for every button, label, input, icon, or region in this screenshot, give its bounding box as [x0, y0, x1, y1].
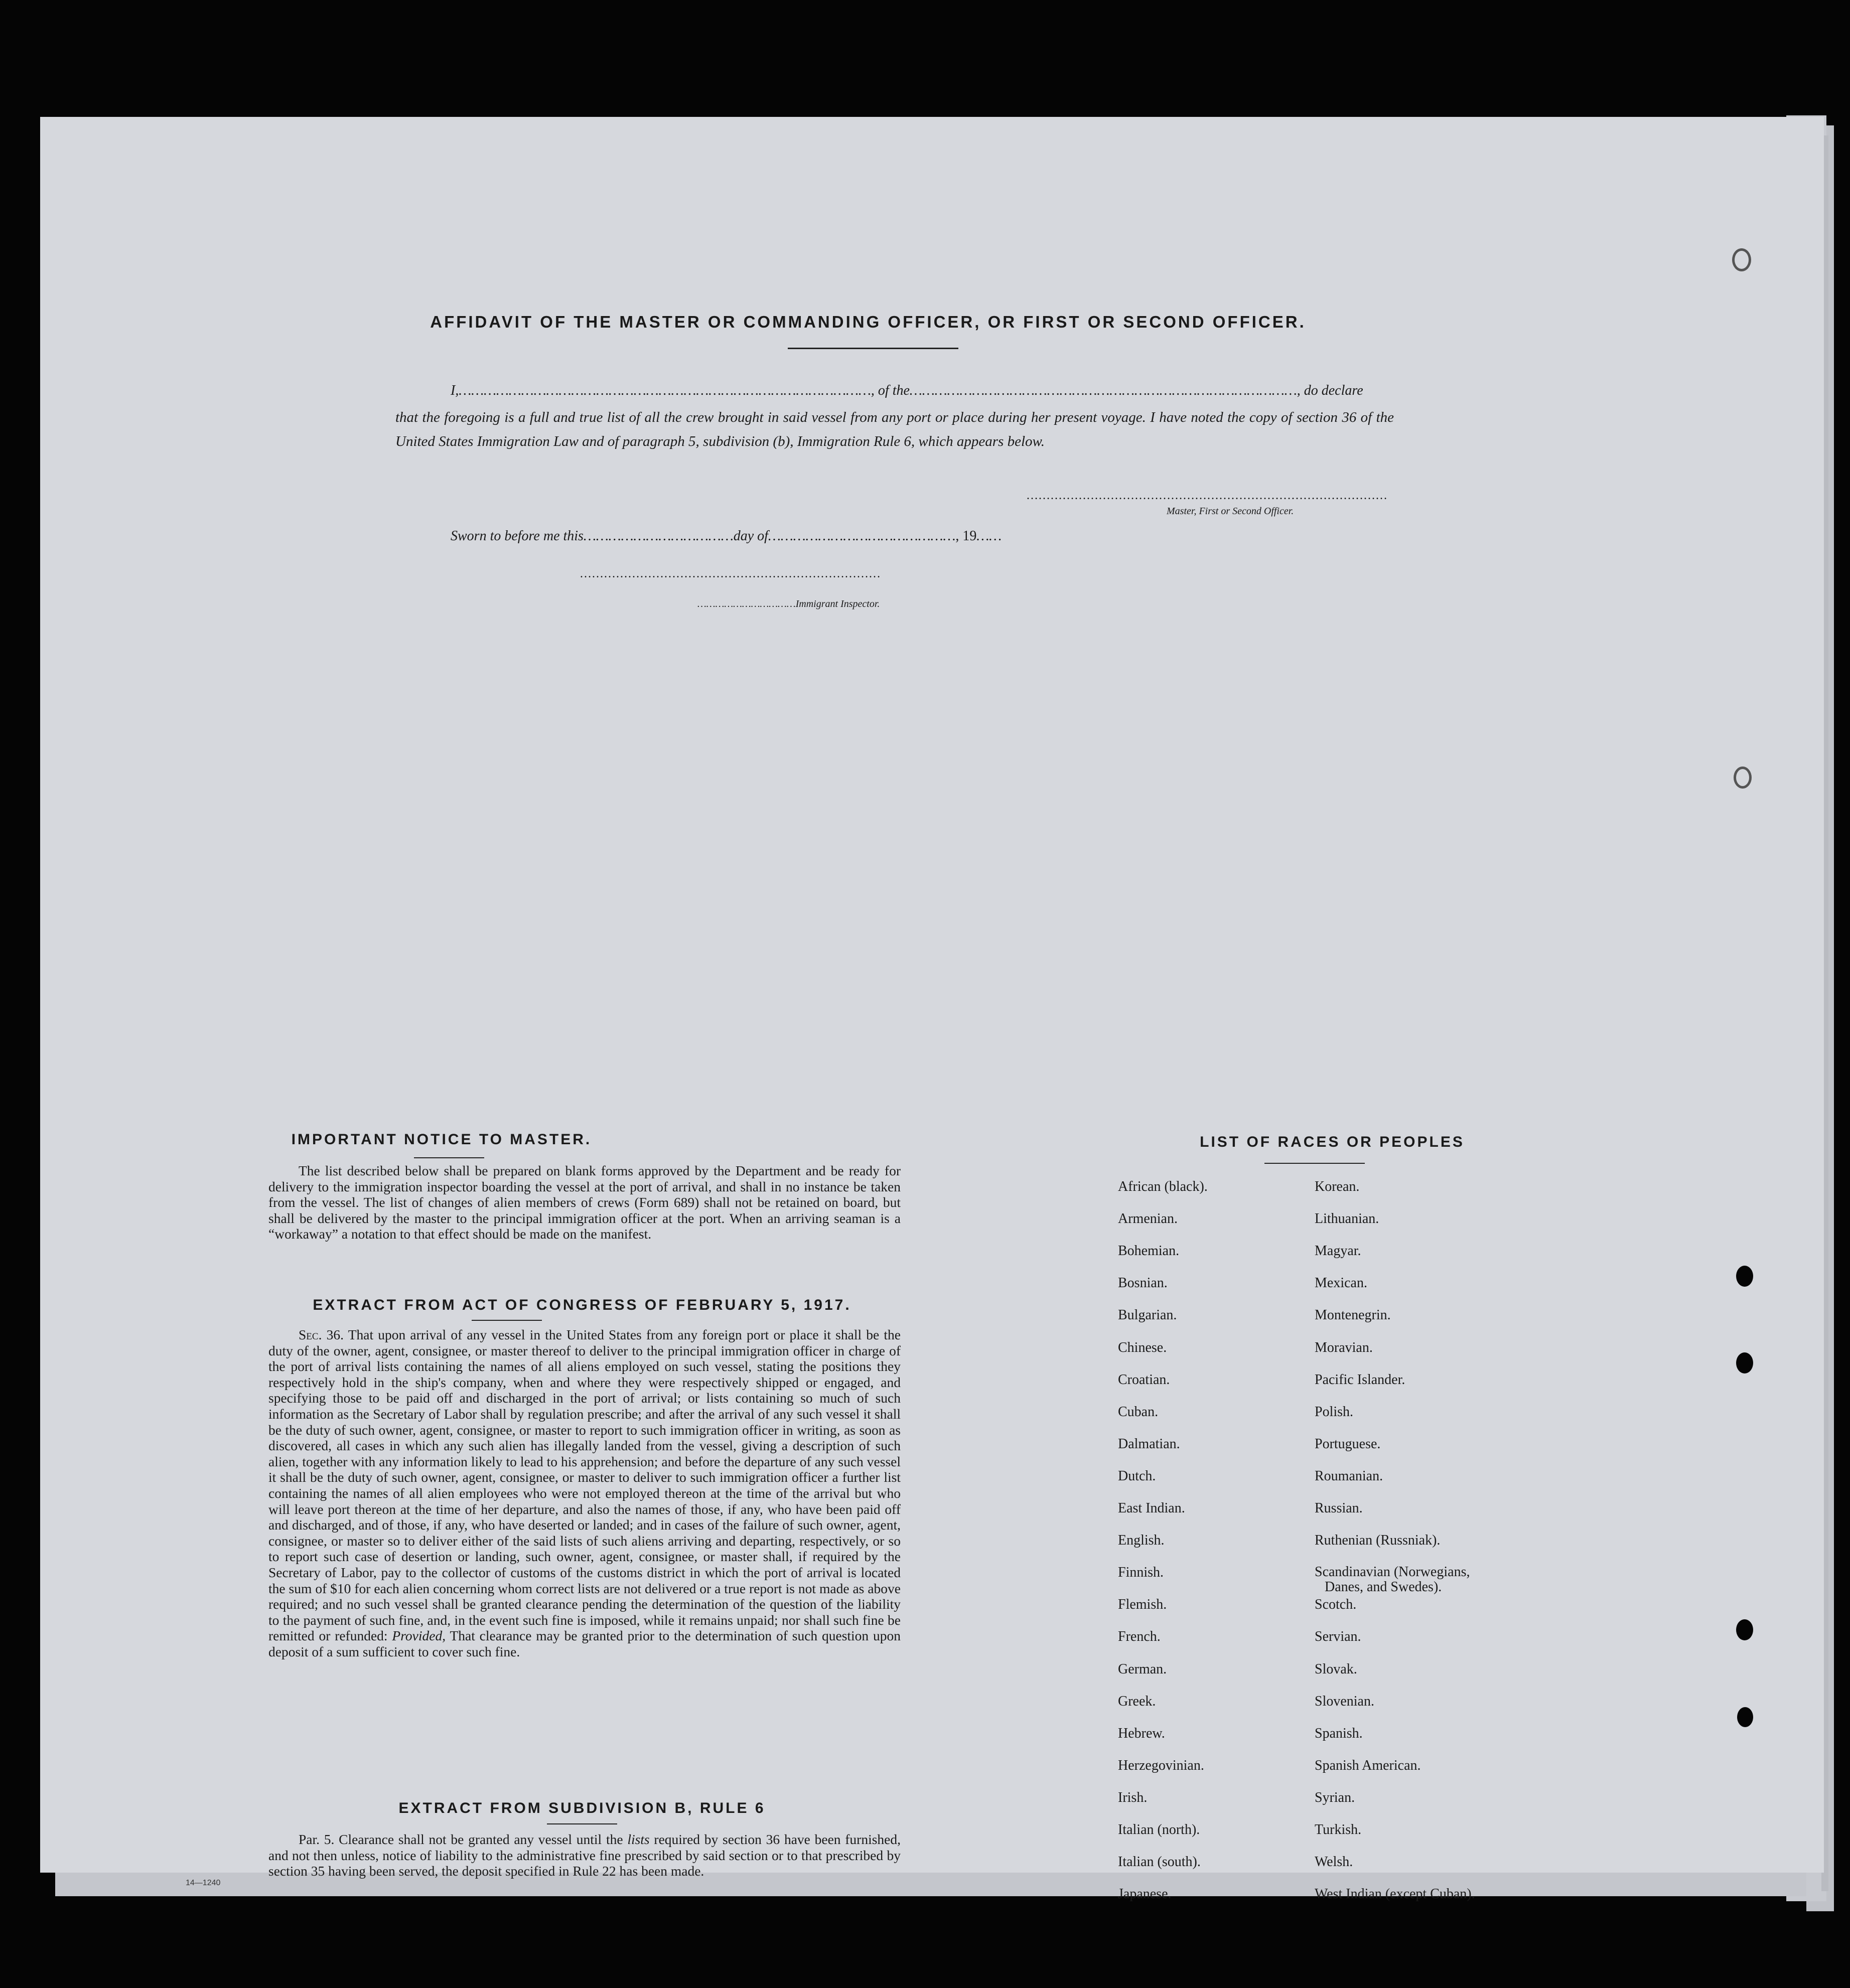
- punch-hole: [1737, 1707, 1753, 1727]
- race-entry: Bulgarian.: [1118, 1307, 1177, 1323]
- race-entry: Korean.: [1315, 1179, 1360, 1194]
- race-entry: German.: [1118, 1661, 1167, 1677]
- form-number: 14—1240: [186, 1879, 221, 1887]
- affidavit-i: I,: [451, 383, 459, 398]
- year-text: , 19: [955, 528, 977, 544]
- race-entry: Spanish.: [1315, 1725, 1363, 1741]
- race-entry: Lithuanian.: [1315, 1211, 1379, 1227]
- race-entry: Magyar.: [1315, 1243, 1361, 1259]
- section-text-b: That clearance may be granted prior to the determination of such question upon deposit of a sum sufficient to cover such fine.: [268, 1628, 901, 1659]
- affidavit-line1: [451, 383, 1363, 399]
- race-entry: Portuguese.: [1315, 1436, 1381, 1452]
- signature-line[interactable]: ………………………………………………………………………………: [1026, 489, 1387, 502]
- name-blank[interactable]: ………………………………………………………………………………………: [459, 383, 871, 398]
- provided-word: Provided,: [392, 1628, 446, 1644]
- punch-hole: [1736, 1619, 1753, 1640]
- rule-rule: [547, 1823, 617, 1824]
- binder-ring-hole: [1732, 248, 1751, 271]
- affidavit-title: AFFIDAVIT OF THE MASTER OR COMMANDING OFFICER, OR FIRST OR SECOND OFFICER.: [430, 313, 1306, 331]
- year-blank[interactable]: ……: [976, 528, 1002, 544]
- punch-hole: [1736, 1352, 1753, 1373]
- race-entry: Chinese.: [1118, 1339, 1167, 1355]
- races-heading: LIST OF RACES OR PEOPLES: [1200, 1134, 1465, 1150]
- form-sheet: [40, 117, 1824, 1902]
- race-entry: Cuban.: [1118, 1404, 1159, 1420]
- vessel-blank[interactable]: …………………………………………………………………………………: [909, 383, 1297, 398]
- race-entry: English.: [1118, 1533, 1165, 1549]
- rule-text-b: required by section 36 have been furnished, and not then unless, notice of liability to the administrative fine prescribed by said section or to that prescribed by section 35 having been served, the deposit specified in Rule 22 has been made.: [268, 1831, 901, 1879]
- inspector-line: [697, 598, 880, 610]
- section-text-a: That upon arrival of any vessel in the United States from any foreign port or place it shall be the duty of the owner, agent, consignee, or master thereof to deliver to the principal immigration officer in charge of the port of arrival lists containing the names of all aliens employed on such vessel, stating the positions they respectively hold in the ship's company, when and where they were respectively shipped or engaged, and specifying those to be paid off and discharged in the port of arrival; or lists containing so much of such information as the Secretary of Labor shall by regulation prescribe; and after the arrival of any such vessel it shall be the duty of such owner, agent, consignee, or master to report to such immigration officer in writing, as soon as discovered, all cases in which any such alien has illegally landed from the vessel, giving a description of such alien, together with any information likely to lead to his apprehension; and before the departure of any such vessel it shall be the duty of such owner, agent, consignee, or master to deliver to such immigration officer a further list containing the names of all alien employees who were not employed thereon at the time of the arrival but who will leave port thereon at the time of her departure, and also the names of those, if any, who have been paid off and discharged, and of those, if any, who have deserted or landed; and in cases of the failure of such owner, agent, consignee, or master so to deliver either of the said lists of such aliens arriving and departing, respectively, or so to report such case of desertion or landing, such owner, agent, consignee, or master shall, if required by the Secretary of Labor, pay to the collector of customs of the customs district in which the port of arrival is located the sum of $10 for each alien concerning whom correct lists are not delivered or a true report is not made as above required; and no such vessel shall be granted clearance pending the determination of the question of the liability to the payment of such fine, and, in the event such fine is imposed, while it remains unpaid; nor shall such fine be remitted or refunded:: [268, 1327, 901, 1644]
- race-entry-line: Scandinavian (Norwegians,: [1315, 1564, 1470, 1580]
- race-entry: Italian (south).: [1118, 1854, 1201, 1870]
- race-entry: French.: [1118, 1629, 1161, 1645]
- race-entry: Servian.: [1315, 1629, 1361, 1645]
- race-entry: Montenegrin.: [1315, 1307, 1391, 1323]
- race-entry: Turkish.: [1315, 1822, 1362, 1838]
- punch-hole: [1736, 1266, 1753, 1287]
- race-entry: East Indian.: [1118, 1500, 1185, 1516]
- sworn-text: Sworn to before me this: [451, 528, 584, 544]
- race-entry: Greek.: [1118, 1693, 1156, 1709]
- race-entry: Ruthenian (Russniak).: [1315, 1533, 1441, 1549]
- rule-text: [268, 1831, 901, 1879]
- race-entry: Polish.: [1315, 1404, 1354, 1420]
- race-entry: Scotch.: [1315, 1597, 1357, 1613]
- affidavit-body: that the foregoing is a full and true list of all the crew brought in said vessel from any port or place during her present voyage. I have noted the copy of section 36 of the United States Immigration Law and of paragraph 5, subdivision (b), Immigration Rule 6, which appears below.: [395, 409, 1394, 449]
- race-entry: West Indian (except Cuban).: [1315, 1886, 1475, 1902]
- race-entry: Japanese.: [1118, 1886, 1172, 1902]
- affidavit-declare: , do declare: [1297, 383, 1363, 398]
- races-rule: [1264, 1163, 1365, 1164]
- race-entry: Spanish American.: [1315, 1757, 1421, 1773]
- sworn-line: [451, 528, 1002, 544]
- act-heading: EXTRACT FROM ACT OF CONGRESS OF FEBRUARY 5, 1917.: [313, 1297, 851, 1313]
- race-entry: Syrian.: [1315, 1789, 1355, 1805]
- lists-word: lists: [627, 1831, 650, 1847]
- race-entry: Bohemian.: [1118, 1243, 1180, 1259]
- race-entry: Moravian.: [1315, 1339, 1373, 1355]
- affidavit-of-the: , of the: [871, 383, 910, 398]
- binder-ring-hole: [1734, 767, 1752, 789]
- race-entry: Mexican.: [1315, 1275, 1367, 1291]
- inspector-blank[interactable]: ……………………………: [697, 598, 796, 609]
- race-entry-line: Danes, and Swedes).: [1325, 1579, 1442, 1595]
- race-entry: Finnish.: [1118, 1565, 1164, 1581]
- month-blank[interactable]: ………………………………………: [768, 528, 956, 544]
- race-entry: Welsh.: [1315, 1854, 1353, 1870]
- inspector-label: Immigrant Inspector.: [795, 598, 880, 609]
- title-underline: [788, 348, 958, 349]
- race-entry: Pacific Islander.: [1315, 1371, 1405, 1388]
- race-entry: Flemish.: [1118, 1597, 1167, 1613]
- race-entry: Croatian.: [1118, 1371, 1170, 1388]
- race-entry: Hebrew.: [1118, 1725, 1165, 1741]
- race-entry: Slovenian.: [1315, 1693, 1374, 1709]
- race-entry: Irish.: [1118, 1789, 1148, 1805]
- race-entry: Armenian.: [1118, 1211, 1178, 1227]
- race-entry: Herzegovinian.: [1118, 1757, 1204, 1773]
- signature-label: Master, First or Second Officer.: [1167, 506, 1294, 517]
- race-entry: Slovak.: [1315, 1661, 1357, 1677]
- race-entry: Bosnian.: [1118, 1275, 1168, 1291]
- race-entry: African (black).: [1118, 1179, 1208, 1194]
- act-text: [268, 1327, 901, 1659]
- inspector-signature-line[interactable]: …………………………………………………………………: [580, 567, 881, 580]
- day-blank[interactable]: ………………………………: [583, 528, 734, 544]
- race-entry: Dutch.: [1118, 1468, 1156, 1484]
- race-entry: Italian (north).: [1118, 1822, 1200, 1838]
- notice-rule: [414, 1157, 484, 1158]
- rule-text-a: Par. 5. Clearance shall not be granted any vessel until the: [299, 1831, 623, 1847]
- race-entry: Roumanian.: [1315, 1468, 1383, 1484]
- race-entry: Dalmatian.: [1118, 1436, 1180, 1452]
- race-entry: [1315, 1565, 1470, 1595]
- section-label: Sec. 36.: [299, 1327, 344, 1342]
- notice-heading: IMPORTANT NOTICE TO MASTER.: [291, 1131, 592, 1148]
- act-rule: [472, 1320, 542, 1321]
- notice-text: The list described below shall be prepared on blank forms approved by the Department and be ready for delivery to the immigration inspector boarding the vessel at the port of arrival, and shall in no instance be taken from the vessel. The list of changes of alien members of crews (Form 689) shall not be retained on board, but shall be delivered by the master to the principal immigration officer at the port. When an arriving seaman is a “workaway” a notation to that effect should be made on the manifest.: [268, 1163, 901, 1242]
- race-entry: Russian.: [1315, 1500, 1363, 1516]
- day-of-text: day of: [733, 528, 768, 544]
- rule-heading: EXTRACT FROM SUBDIVISION B, RULE 6: [398, 1800, 766, 1816]
